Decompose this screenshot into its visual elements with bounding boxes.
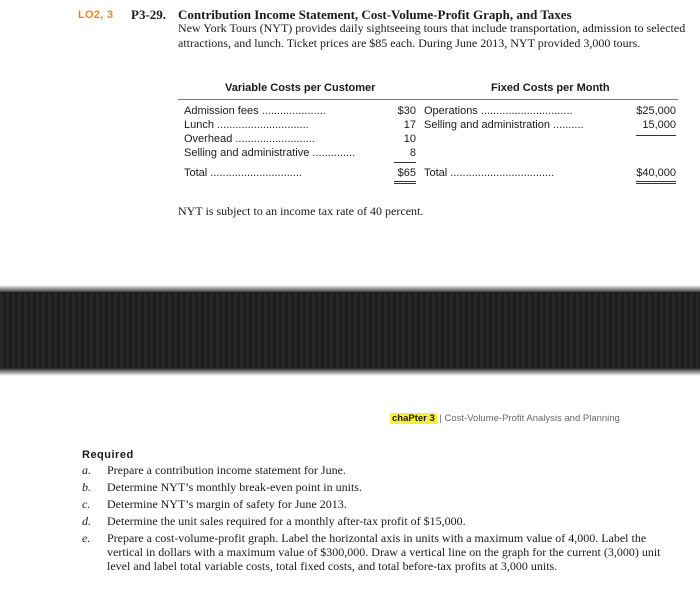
row-label: Admission fees ..................... [184,105,326,117]
row-value: 15,000 [642,119,676,131]
problem-title: Contribution Income Statement, Cost-Volume-Profit Graph, and Taxes [178,7,572,22]
variable-costs-header: Variable Costs per Customer [225,82,376,94]
item-letter: c. [82,497,91,511]
tax-note: NYT is subject to an income tax rate of 40 percent. [178,204,424,218]
item-letter: e. [82,531,91,545]
page-gap-band [0,292,700,368]
chapter-separator: | [439,413,442,424]
chapter-label: chaPter 3 [392,413,435,424]
variable-row-admission [184,104,416,118]
row-value: 17 [403,119,416,131]
required-item-d [82,514,682,528]
row-value: $65 [397,167,416,179]
chapter-subtitle: Cost-Volume-Profit Analysis and Planning [444,413,620,424]
item-text: Determine the unit sales required for a monthly after-tax profit of $15,000. [107,514,466,528]
required-item-b [82,480,682,494]
page-gap-shadow [0,368,700,376]
row-value: 8 [409,147,416,159]
row-value: $40,000 [636,167,676,179]
item-text: Determine NYT’s monthly break-even point in units. [107,480,362,494]
fixed-total-double-rule [636,181,676,184]
fixed-costs-header: Fixed Costs per Month [491,82,610,94]
fixed-row-selling [424,118,676,132]
cost-table [178,80,678,190]
required-item-a [82,463,682,477]
variable-subtotal-rule [394,162,416,163]
required-item-c [82,497,682,511]
variable-total-double-rule [394,181,416,184]
row-label: Total .................................. [424,167,555,179]
item-text: Prepare a contribution income statement for June. [107,463,346,477]
row-value: $25,000 [636,105,676,117]
item-text: Determine NYT’s margin of safety for June 2013. [107,497,347,511]
item-letter: a. [82,463,91,477]
item-letter: b. [82,480,91,494]
required-item-e [82,531,682,591]
variable-row-selling [184,146,416,160]
row-label: Selling and administrative .............. [184,147,356,159]
variable-row-total [184,166,416,180]
header-divider [178,99,678,100]
fixed-row-total [424,166,676,180]
row-label: Overhead .......................... [184,133,315,145]
problem-number: P3-29. [131,7,167,22]
row-label: Total .............................. [184,167,302,179]
row-value: $30 [397,105,416,117]
variable-row-overhead [184,132,416,146]
item-letter: d. [82,514,91,528]
item-text: Prepare a cost-volume-profit graph. Label the horizontal axis in units with a maximum value of 4,000. Label the vertical in dollars with a maximum value of $300,000. Draw a vertical line on the graph for the current (3,000) unit level and label total variable costs, total fixed costs, and total before-tax profits at 3,000 units. [107,531,661,573]
row-value: 10 [403,133,416,145]
chapter-running-footer [390,413,620,424]
problem-section [0,0,700,285]
row-label: Selling and administration .......... [424,119,584,131]
required-heading: Required [82,449,134,461]
variable-row-lunch [184,118,416,132]
learning-objective-tag: LO2, 3 [78,9,114,21]
row-label: Lunch .............................. [184,119,309,131]
row-label: Operations .............................. [424,105,573,117]
fixed-subtotal-rule [636,135,676,136]
problem-description: New York Tours (NYT) provides daily sightseeing tours that include transportation, admission to selected attractions, and lunch. Ticket prices are $85 each. During June 2013, NYT provided 3,000 tours. [178,21,686,50]
fixed-row-operations [424,104,676,118]
